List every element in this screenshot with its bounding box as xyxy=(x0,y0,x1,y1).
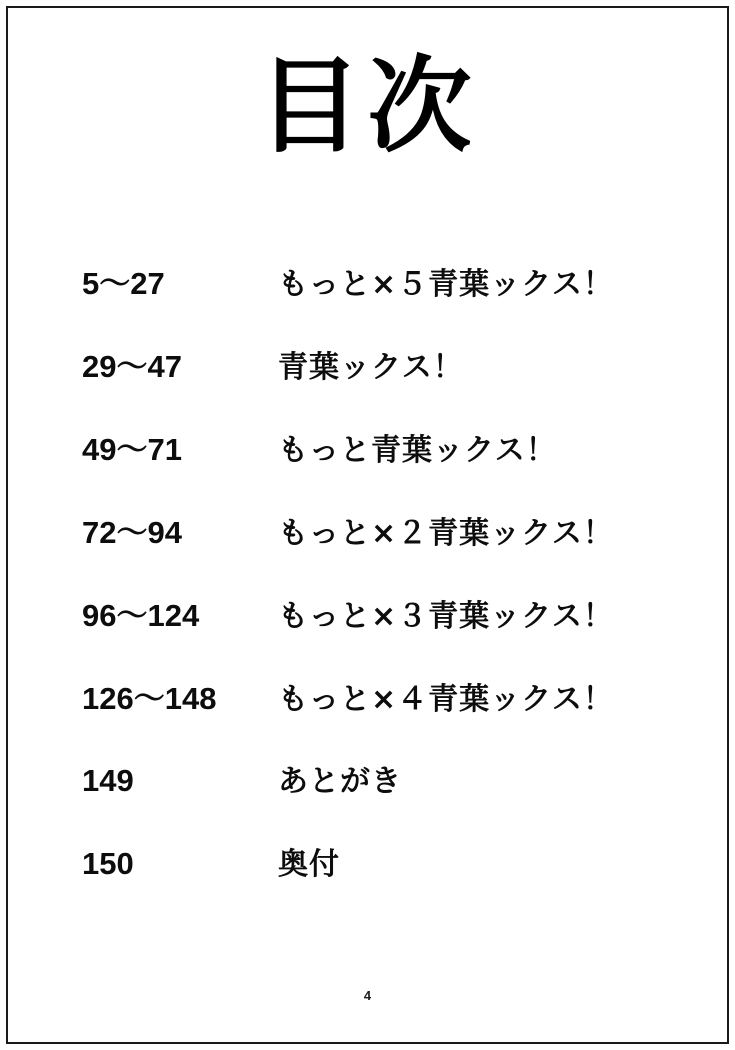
toc-entry[interactable] xyxy=(82,424,662,507)
toc-entry-title: もっと×５青葉ックス！ xyxy=(278,267,614,302)
table-of-contents xyxy=(82,258,662,922)
toc-entry[interactable] xyxy=(82,839,662,922)
toc-entry-pages: 150 xyxy=(82,846,134,881)
toc-entry-pages: 96〜124 xyxy=(82,598,200,633)
toc-entry-title: もっと×３青葉ックス！ xyxy=(278,599,614,634)
toc-entry[interactable] xyxy=(82,590,662,673)
toc-entry-title: もっと青葉ックス！ xyxy=(278,433,557,468)
toc-entry-pages: 49〜71 xyxy=(82,432,182,467)
toc-entry-pages: 5〜27 xyxy=(82,266,165,301)
toc-entry-title: もっと×２青葉ックス！ xyxy=(278,516,614,551)
toc-entry[interactable] xyxy=(82,673,662,756)
toc-entry-title: 奥付 xyxy=(278,847,340,882)
toc-entry[interactable] xyxy=(82,341,662,424)
toc-entry-title: もっと×４青葉ックス！ xyxy=(278,682,614,717)
toc-entry-pages: 72〜94 xyxy=(82,515,182,550)
page-title: 目次 xyxy=(257,45,478,167)
toc-entry-pages: 29〜47 xyxy=(82,349,182,384)
page-number: 4 xyxy=(363,988,372,1003)
toc-entry-pages: 126〜148 xyxy=(82,681,217,716)
toc-entry[interactable] xyxy=(82,507,662,590)
toc-entry-pages: 149 xyxy=(82,763,134,798)
toc-entry[interactable] xyxy=(82,756,662,839)
toc-entry[interactable] xyxy=(82,258,662,341)
toc-entry-title: 青葉ックス！ xyxy=(278,350,464,385)
toc-entry-title: あとがき xyxy=(278,764,402,799)
